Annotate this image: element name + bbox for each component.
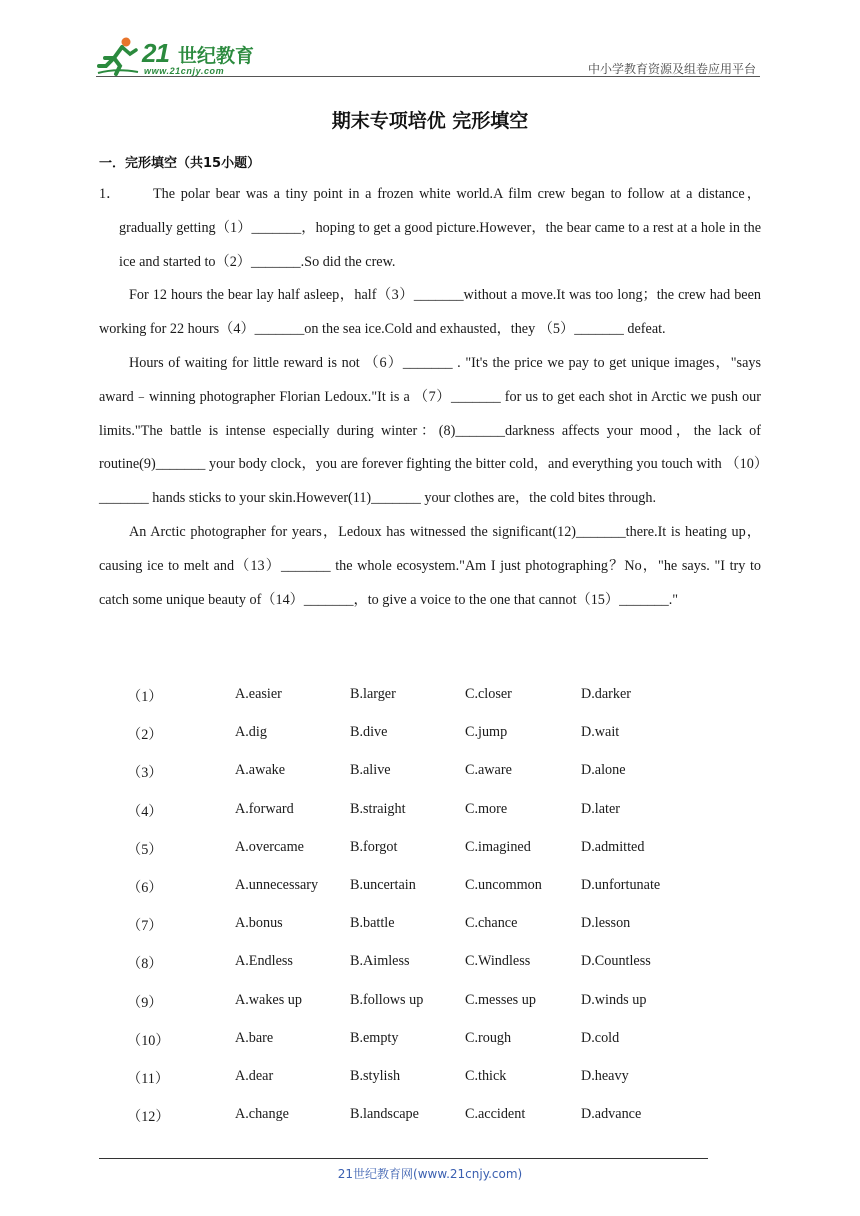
option-d[interactable]: D.lesson bbox=[581, 915, 631, 932]
option-d[interactable]: D.darker bbox=[581, 686, 632, 702]
option-c[interactable]: C.accident bbox=[465, 1106, 526, 1123]
section-heading: 一．完形填空（共15小题） bbox=[99, 156, 261, 171]
option-b[interactable]: B.battle bbox=[350, 915, 395, 932]
option-a[interactable]: A.wakes up bbox=[235, 991, 302, 1008]
option-row bbox=[99, 1068, 761, 1106]
option-number: （10） bbox=[127, 1032, 170, 1049]
option-c[interactable]: C.more bbox=[465, 800, 508, 817]
option-d[interactable]: D.cold bbox=[581, 1029, 620, 1046]
option-d[interactable]: D.wait bbox=[581, 724, 620, 741]
option-d[interactable]: D.unfortunate bbox=[581, 876, 661, 893]
option-row bbox=[99, 762, 761, 800]
cloze-passage bbox=[99, 178, 761, 617]
option-c[interactable]: C.aware bbox=[465, 762, 512, 779]
option-row bbox=[99, 686, 761, 724]
option-row bbox=[99, 1030, 761, 1068]
option-d[interactable]: D.Countless bbox=[581, 953, 651, 970]
option-number: （9） bbox=[127, 994, 163, 1011]
option-d[interactable]: D.alone bbox=[581, 762, 626, 779]
option-b[interactable]: B.forgot bbox=[350, 838, 398, 855]
option-b[interactable]: B.dive bbox=[350, 724, 388, 741]
option-number: （5） bbox=[127, 841, 163, 858]
option-a[interactable]: A.bare bbox=[235, 1029, 274, 1046]
option-c[interactable]: C.Windless bbox=[465, 953, 531, 970]
option-a[interactable]: A.forward bbox=[235, 800, 294, 817]
option-number: （4） bbox=[127, 803, 163, 820]
option-row bbox=[99, 915, 761, 953]
logo-number: 21 bbox=[142, 38, 169, 68]
option-b[interactable]: B.empty bbox=[350, 1029, 399, 1046]
option-row bbox=[99, 839, 761, 877]
logo-text: 世纪教育 bbox=[178, 45, 255, 67]
question-number: 1． bbox=[99, 186, 121, 202]
option-c[interactable]: C.imagined bbox=[465, 838, 531, 855]
option-c[interactable]: C.thick bbox=[465, 1067, 507, 1084]
option-row bbox=[99, 992, 761, 1030]
option-b[interactable]: B.stylish bbox=[350, 1067, 401, 1084]
option-b[interactable]: B.uncertain bbox=[350, 876, 416, 893]
page-header bbox=[0, 0, 860, 80]
option-number: （12） bbox=[127, 1109, 170, 1126]
option-a[interactable]: A.easier bbox=[235, 686, 282, 702]
option-a[interactable]: A.bonus bbox=[235, 915, 283, 932]
option-d[interactable]: D.winds up bbox=[581, 991, 647, 1008]
option-number: （3） bbox=[127, 765, 163, 782]
option-a[interactable]: A.dig bbox=[235, 724, 267, 741]
site-logo[interactable] bbox=[96, 36, 266, 78]
option-d[interactable]: D.advance bbox=[581, 1106, 642, 1123]
option-number: （1） bbox=[127, 689, 163, 705]
option-d[interactable]: D.admitted bbox=[581, 838, 645, 855]
option-b[interactable]: B.follows up bbox=[350, 991, 424, 1008]
option-c[interactable]: C.rough bbox=[465, 1029, 512, 1046]
option-number: （11） bbox=[127, 1070, 170, 1087]
passage-paragraph-2: For 12 hours the bear lay half asleep，half（3）_______without a move.It was too long；the crew had been working for 22 hours（4）_______on the sea ice.Cold and exhausted，they （5）_______ defeat. bbox=[99, 287, 761, 338]
option-number: （6） bbox=[127, 879, 163, 896]
option-b[interactable]: B.alive bbox=[350, 762, 391, 779]
option-b[interactable]: B.larger bbox=[350, 686, 396, 702]
footer-link[interactable]: 21世纪教育网(www.21cnjy.com) bbox=[337, 1167, 523, 1181]
page-title: 期末专项培优 完形填空 bbox=[331, 110, 529, 132]
passage-paragraph-1 bbox=[99, 178, 761, 279]
option-c[interactable]: C.chance bbox=[465, 915, 518, 932]
option-c[interactable]: C.uncommon bbox=[465, 876, 542, 893]
option-row bbox=[99, 1106, 761, 1144]
option-b[interactable]: B.landscape bbox=[350, 1106, 419, 1123]
option-a[interactable]: A.unnecessary bbox=[235, 876, 319, 893]
footer-divider bbox=[99, 1158, 708, 1159]
runner-logo-icon bbox=[96, 36, 140, 76]
options-table bbox=[99, 686, 761, 1144]
option-c[interactable]: C.jump bbox=[465, 724, 508, 741]
option-number: （7） bbox=[127, 918, 163, 935]
option-row bbox=[99, 801, 761, 839]
logo-url: www.21cnjy.com bbox=[144, 66, 225, 76]
option-a[interactable]: A.change bbox=[235, 1106, 289, 1123]
option-d[interactable]: D.heavy bbox=[581, 1067, 629, 1084]
option-a[interactable]: A.overcame bbox=[235, 838, 304, 855]
header-platform-text: 中小学教育资源及组卷应用平台 bbox=[587, 62, 756, 76]
option-row bbox=[99, 877, 761, 915]
paragraph-1-text: The polar bear was a tiny point in a frozen white world.A film crew began to follow at a distance，gradually getting（1）_______，hoping to get a good picture.However，the bear came to a rest at a hole in the ice and started to（2）_______.So did the crew. bbox=[119, 186, 761, 270]
option-c[interactable]: C.messes up bbox=[465, 991, 536, 1008]
passage-paragraph-4: An Arctic photographer for years，Ledoux has witnessed the significant(12)_______there.It is heating up，causing ice to melt and（13）_______ the whole ecosystem."Am I just photographing？No，"he says. "I try to catch some unique beauty of（14）_______，to give a voice to the one that cannot（15）_______." bbox=[99, 523, 761, 608]
option-b[interactable]: B.Aimless bbox=[350, 953, 410, 970]
option-b[interactable]: B.straight bbox=[350, 800, 406, 817]
passage-paragraph-3: Hours of waiting for little reward is not （6）_______ . "It's the price we pay to get unique images，"says award﹣winning photographer Florian Ledoux."It is a （7）_______ for us to get each shot in Arctic we push our limits."The battle is intense especially during winter：(8)_______darkness affects your mood，the lack of routine(9)_______ your body clock，you are forever fighting the bitter cold，and everything you touch with （10）_______ hands sticks to your skin.However(11)_______ your clothes are，the cold bites through. bbox=[99, 354, 761, 507]
option-c[interactable]: C.closer bbox=[465, 686, 512, 702]
option-d[interactable]: D.later bbox=[581, 800, 620, 817]
option-row bbox=[99, 953, 761, 991]
option-row bbox=[99, 724, 761, 762]
option-a[interactable]: A.awake bbox=[235, 762, 286, 779]
header-divider bbox=[96, 76, 760, 77]
option-number: （8） bbox=[127, 956, 163, 973]
option-number: （2） bbox=[127, 727, 163, 744]
option-a[interactable]: A.Endless bbox=[235, 953, 293, 970]
option-a[interactable]: A.dear bbox=[235, 1067, 274, 1084]
